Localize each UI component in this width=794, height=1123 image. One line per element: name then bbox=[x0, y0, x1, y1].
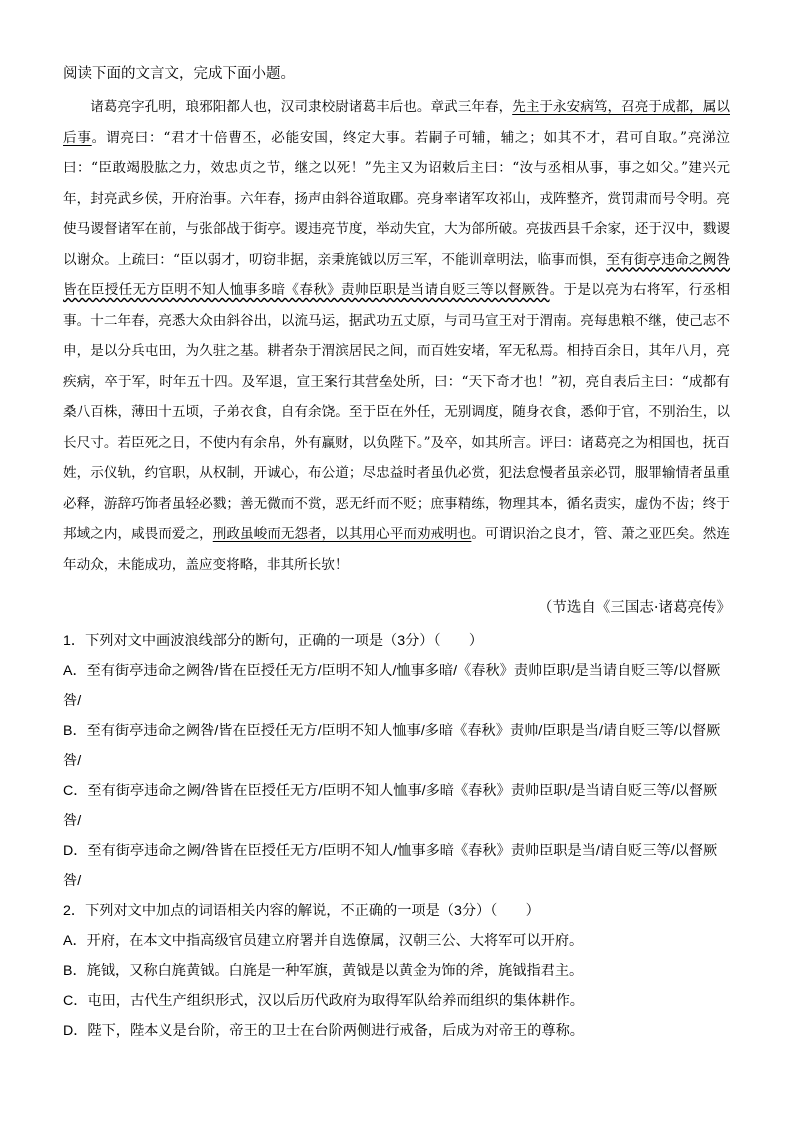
question-1-option-b: B．至有街亭违命之阙咎/皆在臣授任无方/臣明不知人恤事/多暗《春秋》责帅/臣职是当/请自贬三等/以督厥咎/ bbox=[63, 723, 721, 769]
question-1-option-a: A．至有街亭违命之阙咎/皆在臣授任无方/臣明不知人/恤事多暗/《春秋》责帅臣职/是当请自贬三等/以督厥咎/ bbox=[63, 663, 721, 709]
question-2-stem: 2．下列对文中加点的词语相关内容的解说，不正确的一项是（3分）（ ） bbox=[63, 903, 540, 919]
instruction-line: 阅读下面的文言文，完成下面小题。 bbox=[63, 66, 295, 82]
question-2-option-b: B．旄钺，又称白旄黄钺。白旄是一种军旗，黄钺是以黄金为饰的斧，旄钺指君主。 bbox=[63, 963, 584, 979]
passage-text: 诸葛亮字孔明，琅邪阳都人也，汉司隶校尉诸葛丰后也。章武三年春， bbox=[90, 99, 513, 115]
passage-paragraph bbox=[63, 92, 730, 580]
underlined-sentence-1: 先主于永安病笃，召亮于成都，属以后事 bbox=[63, 99, 730, 146]
source-citation: （节选自《三国志·诸葛亮传》 bbox=[537, 600, 731, 616]
passage-text: 。可谓识治之良才，管、萧之亚匹矣。然连年动众，未能成功，盖应变将略，非其所长欤！ bbox=[63, 526, 731, 573]
question-2-option-c: C．屯田，古代生产组织形式，汉以后历代政府为取得军队给养而组织的集体耕作。 bbox=[63, 993, 584, 1009]
question-2-option-d: D．陛下，陛本义是台阶，帝王的卫士在台阶两侧进行戒备，后成为对帝王的尊称。 bbox=[63, 1023, 584, 1039]
question-1-stem: 1．下列对文中画波浪线部分的断句，正确的一项是（3分）（ ） bbox=[63, 633, 484, 649]
underlined-sentence-2: 刑政虽峻而无怨者，以其用心平而劝戒明也 bbox=[212, 526, 472, 542]
wavy-underlined-segment: 至有街亭违命之阙咎皆在臣授任无方臣明不知人恤事多暗《春秋》责帅臣职是当请自贬三等以督厥咎 bbox=[63, 251, 731, 298]
passage-text: 。谓亮曰：“君才十倍曹丕，必能安国，终定大事。若嗣子可辅，辅之；如其不才，君可自取。”亮涕泣曰：“臣敢竭股肱之力，效忠贞之节，继之以死！”先主又为诏敕后主曰：“汝与丞相从事，事之如父。”建兴元年，封亮武乡侯，开府治事。六年春，扬声由斜谷道取郿。亮身率诸军攻祁山，戎阵整齐，赏罚肃而号令明。亮使马谡督诸军在前，与张郃战于街亭。谡违亮节度，举动失宜，大为郃所破。亮拔西县千余家，还于汉中，戮谡以谢众。上疏曰：“臣以弱才，叨窃非据，亲秉旄钺以厉三军，不能训章明法，临事而惧， bbox=[63, 129, 730, 268]
questions-section bbox=[63, 626, 733, 1046]
classical-passage bbox=[63, 92, 730, 580]
question-2-option-a: A．开府，在本文中指高级官员建立府署并自选僚属，汉朝三公、大将军可以开府。 bbox=[63, 933, 584, 949]
question-1-option-c: C．至有街亭违命之阙/咎皆在臣授任无方/臣明不知人恤事/多暗《春秋》责帅臣职/是当请自贬三等/以督厥咎/ bbox=[63, 783, 718, 829]
question-1-option-d: D．至有街亭违命之阙/咎皆在臣授任无方/臣明不知人/恤事多暗《春秋》责帅臣职是当/请自贬三等/以督厥咎/ bbox=[63, 843, 718, 889]
passage-text: 。于是以亮为右将军，行丞相事。十二年春，亮悉大众由斜谷出，以流马运，据武功五丈原，与司马宣王对于渭南。亮每患粮不继，使己志不申，是以分兵屯田，为久驻之基。耕者杂于渭滨居民之间，而百姓安堵，军无私焉。相持百余日，其年八月，亮疾病，卒于军，时年五十四。及军退，宣王案行其营垒处所，曰：“天下奇才也！”初，亮自表后主曰：“成都有桑八百株，薄田十五顷，子弟衣食，自有余饶。至于臣在外任，无别调度，随身衣食，悉仰于官，不别治生，以长尺寸。若臣死之日，不使内有余帛，外有赢财，以负陛下。”及卒，如其所言。评曰：诸葛亮之为相国也，抚百姓，示仪轨，约官职，从权制，开诚心，布公道；尽忠益时者虽仇必赏，犯法怠慢者虽亲必罚，服罪输情者虽重必释，游辞巧饰者虽轻必戮；善无微而不赏，恶无纤而不贬；庶事精练，物理其本，循名责实，虚伪不齿；终于邦域之内，咸畏而爱之， bbox=[63, 282, 730, 542]
